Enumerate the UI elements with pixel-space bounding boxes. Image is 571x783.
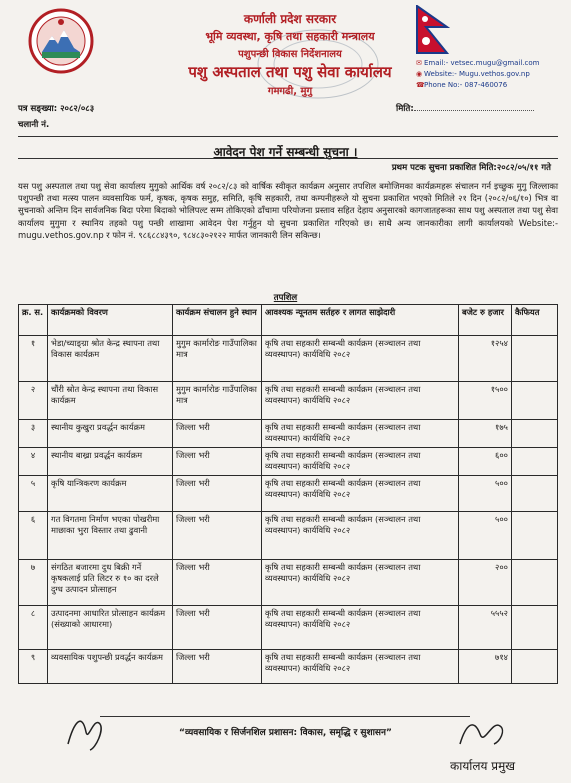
row-description: स्थानीय कुखुरा प्रवर्द्धन कार्यक्रम: [48, 420, 173, 448]
header-ministry: भूमि व्यवस्था, कृषि तथा सहकारी मन्त्रालय: [205, 30, 375, 43]
phone-line: ☎Phone No:- 087-460076: [416, 81, 508, 89]
row-description: संगठित बजारमा दुध बिक्री गर्ने कृषकलाई प्रति लिटर रु १० का दरले दुग्ध उत्पादन प्रोत्साहन: [48, 560, 173, 606]
row-place: जिल्ला भरी: [173, 448, 262, 476]
row-budget: ५००: [459, 512, 512, 560]
row-place: जिल्ला भरी: [173, 476, 262, 512]
row-remark: [512, 476, 558, 512]
dispatch-number: चलानी नं.: [18, 120, 50, 130]
row-budget: ५००: [459, 476, 512, 512]
row-conditions: कृषि तथा सहकारी सम्बन्धी कार्यक्रम (सञ्चालन तथा व्यवस्थापन) कार्यविधि २०८२: [262, 476, 459, 512]
row-serial: ९: [19, 650, 48, 684]
row-description: कृषि यान्त्रिकरण कार्यक्रम: [48, 476, 173, 512]
row-place: मुगुम कार्मारोङ गाउँपालिका मात्र: [173, 336, 262, 382]
letterhead: [0, 0, 571, 100]
row-remark: [512, 512, 558, 560]
table-row: [19, 560, 558, 606]
row-remark: [512, 382, 558, 420]
row-place: जिल्ला भरी: [173, 420, 262, 448]
divider: [18, 136, 558, 137]
row-place: जिल्ला भरी: [173, 606, 262, 650]
program-table: [18, 304, 558, 684]
col-conditions: आवश्यक न्यूनतम सर्तहरु र लागत साझेदारी: [262, 305, 459, 336]
row-budget: ६००: [459, 448, 512, 476]
row-conditions: कृषि तथा सहकारी सम्बन्धी कार्यक्रम (सञ्चालन तथा व्यवस्थापन) कार्यविधि २०८२: [262, 650, 459, 684]
row-remark: [512, 606, 558, 650]
header-province: कर्णाली प्रदेश सरकार: [243, 12, 337, 26]
row-budget: ७१४: [459, 650, 512, 684]
contact-block: [416, 58, 540, 91]
header-directorate: पशुपन्छी विकास निर्देशनालय: [238, 49, 342, 60]
row-serial: ५: [19, 476, 48, 512]
notice-title: आवेदन पेश गर्ने सम्बन्धी सुचना ।: [213, 145, 358, 159]
signature-title: कार्यालय प्रमुख: [450, 759, 516, 773]
footer-rule: [100, 716, 470, 717]
email-icon: ✉: [416, 59, 422, 67]
table-header-row: [19, 305, 558, 336]
row-conditions: कृषि तथा सहकारी सम्बन्धी कार्यक्रम (सञ्चालन तथा व्यवस्थापन) कार्यविधि २०८२: [262, 336, 459, 382]
table-row: [19, 382, 558, 420]
row-description: चौंरी स्रोत केन्द्र स्थापना तथा विकास कार्यक्रम: [48, 382, 173, 420]
table-row: [19, 476, 558, 512]
row-budget: ५५५२: [459, 606, 512, 650]
table-row: [19, 420, 558, 448]
table-row: [19, 336, 558, 382]
row-place: मुगुम कार्मारोङ गाउँपालिका मात्र: [173, 382, 262, 420]
signature-right: [440, 700, 550, 780]
row-serial: ४: [19, 448, 48, 476]
notice-body: यस पशु अस्पताल तथा पशु सेवा कार्यालय मुगुको आर्थिक वर्ष २०८२/८३ को वार्षिक स्वीकृत कार्यक्रम अनुसार तपशिल बमोजिमका कार्यक्रमहरू संचालन गर्न इच्छुक मुगु जिल्लाका पशुपन्छी तथा मत्स्य पालन व्यवसायिक फर्म, कृषक, कृषक समुह, समिति, कृषि सहकारी, तथा कम्पनीहरूले यो सुचना प्रकाशित भएको मितिले २१ दिन (२०८२/०६/१०) भित्र वा सुचनाको अन्तिम दिन सार्वजनिक बिदा परेमा बिदाको भोलिपल्ट सम्म तोकिएको ढाँचामा परियोजना प्रस्ताव सहित देहाय अनुसारको कागजातहरूका साथ पशु अस्पताल तथा पशु सेवा कार्यालय मुगुमा र स्थानिय तहको पशु पन्छी शाखामा आवेदन पेश गर्नुहुन यो सुचना प्रकाशित गरिएको छ। साथै अन्य जानकारीका लागी कार्यालयको Website:-mugu.vethos.gov.np र फोन नं. ९८६८८४३९०, ९८४८३०२१२२ मार्फत जानकारी लिन सकिन्छ।: [18, 181, 558, 240]
row-description: स्थानीय बाख्रा प्रवर्द्धन कार्यक्रम: [48, 448, 173, 476]
footer-slogan: “व्यवसायिक र सिर्जनशिल प्रशासन: विकास, समृद्धि र सुशासन”: [179, 728, 392, 738]
row-serial: ८: [19, 606, 48, 650]
col-serial: क्र. स.: [19, 305, 48, 336]
row-conditions: कृषि तथा सहकारी सम्बन्धी कार्यक्रम (सञ्चालन तथा व्यवस्थापन) कार्यविधि २०८२: [262, 382, 459, 420]
row-place: जिल्ला भरी: [173, 512, 262, 560]
row-conditions: कृषि तथा सहकारी सम्बन्धी कार्यक्रम (सञ्चालन तथा व्यवस्थापन) कार्यविधि २०८२: [262, 448, 459, 476]
row-place: जिल्ला भरी: [173, 560, 262, 606]
publication-date: प्रथम पटक सुचना प्रकाशित मिति:२०८२/०५/११ गते: [391, 163, 551, 173]
website-line: ◉ Website:- Mugu.vethos.gov.np: [416, 70, 530, 78]
table-row: [19, 448, 558, 476]
phone-icon: ☎: [416, 81, 425, 89]
row-budget: २००: [459, 560, 512, 606]
nepal-emblem-icon: [28, 8, 94, 74]
row-budget: १७५: [459, 420, 512, 448]
row-description: उत्पादनमा आधारित प्रोत्साहन कार्यक्रम (संख्याको आधारमा): [48, 606, 173, 650]
row-remark: [512, 650, 558, 684]
row-place: जिल्ला भरी: [173, 650, 262, 684]
row-conditions: कृषि तथा सहकारी सम्बन्धी कार्यक्रम (सञ्चालन तथा व्यवस्थापन) कार्यविधि २०८२: [262, 420, 459, 448]
nepal-flag-icon: [416, 5, 450, 55]
header-office: पशु अस्पताल तथा पशु सेवा कार्यालय: [188, 63, 392, 81]
row-remark: [512, 448, 558, 476]
row-remark: [512, 336, 558, 382]
row-serial: १: [19, 336, 48, 382]
row-serial: ७: [19, 560, 48, 606]
divider: [18, 158, 558, 159]
col-description: कार्यक्रमको विवरण: [48, 305, 173, 336]
row-serial: ३: [19, 420, 48, 448]
row-description: गत विगतमा निर्माण भएका पोखरीमा माछाका भुरा विस्तार तथा ढुवानी: [48, 512, 173, 560]
row-remark: [512, 420, 558, 448]
table-row: [19, 606, 558, 650]
row-serial: ६: [19, 512, 48, 560]
globe-icon: ◉: [416, 70, 423, 78]
row-budget: १५००: [459, 382, 512, 420]
row-remark: [512, 560, 558, 606]
letter-number: पत्र सङ्ख्या: २०८२/०८३: [18, 104, 95, 114]
row-description: व्यवसायिक पशुपन्छी प्रवर्द्धन कार्यक्रम: [48, 650, 173, 684]
row-description: भेडा/च्याङ्ग्रा श्रोत केन्द्र स्थापना तथा विकास कार्यक्रम: [48, 336, 173, 382]
row-conditions: कृषि तथा सहकारी सम्बन्धी कार्यक्रम (सञ्चालन तथा व्यवस्थापन) कार्यविधि २०८२: [262, 512, 459, 560]
row-serial: २: [19, 382, 48, 420]
row-budget: १२५४: [459, 336, 512, 382]
table-row: [19, 650, 558, 684]
col-remarks: कैफियत: [512, 305, 558, 336]
header-location: गमगढी, मुगु: [267, 86, 313, 97]
date-field: मिति:: [396, 103, 534, 114]
col-budget: बजेट रु हजार: [459, 305, 512, 336]
schedule-heading: तपशिल: [273, 293, 298, 303]
col-place: कार्यक्रम संचालन हुने स्थान: [173, 305, 262, 336]
row-conditions: कृषि तथा सहकारी सम्बन्धी कार्यक्रम (सञ्चालन तथा व्यवस्थापन) कार्यविधि २०८२: [262, 560, 459, 606]
email-line: ✉ Email:- vetsec.mugu@gmail.com: [416, 59, 540, 67]
row-conditions: कृषि तथा सहकारी सम्बन्धी कार्यक्रम (सञ्चालन तथा व्यवस्थापन) कार्यविधि २०८२: [262, 606, 459, 650]
table-row: [19, 512, 558, 560]
